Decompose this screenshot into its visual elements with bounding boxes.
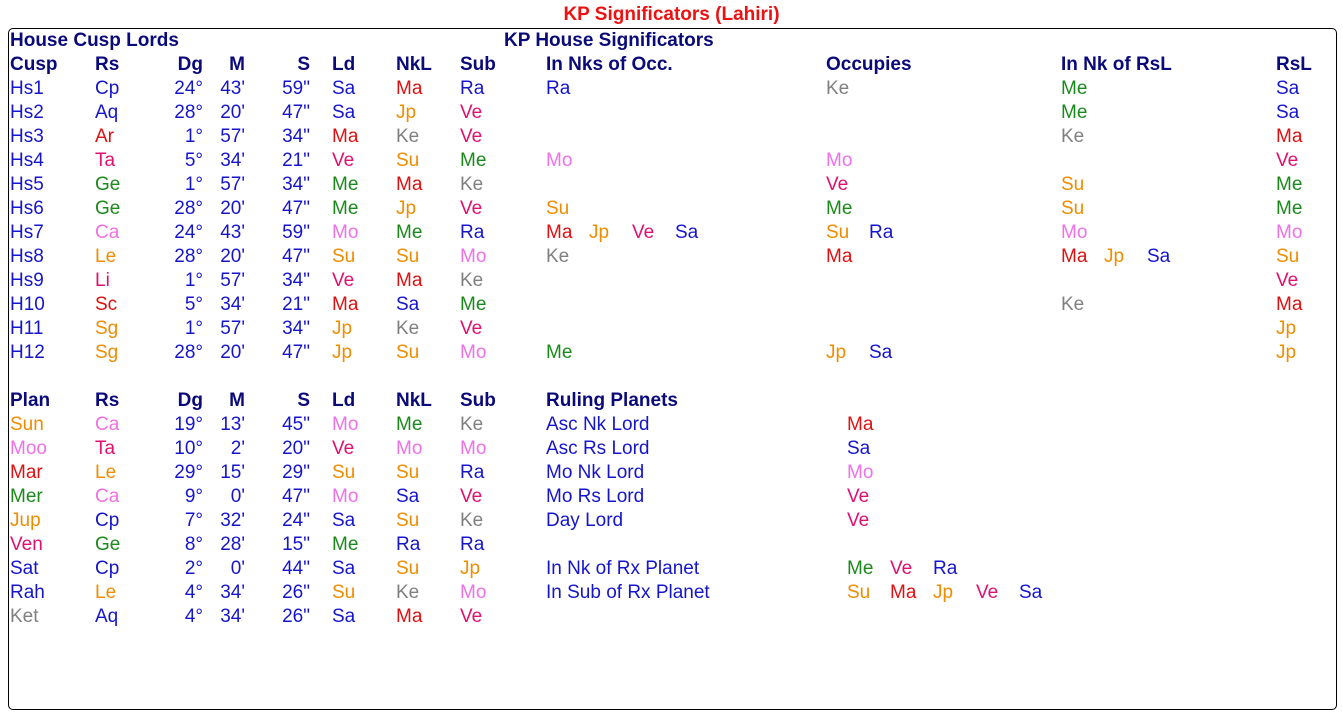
cusp-rasi: Ge: [95, 198, 121, 219]
significator-in-nk-of-rsl: Ma: [1061, 246, 1088, 267]
cusp-minute: 57': [220, 318, 245, 339]
col-header-ld: Ld: [332, 54, 356, 75]
cusp-name: Hs4: [10, 150, 44, 171]
significator-occupies: Su: [826, 222, 850, 243]
cusp-second: 34": [282, 174, 310, 195]
significator-occupies: Sa: [869, 342, 893, 363]
significator-rsl: Ve: [1276, 270, 1299, 291]
significator-in-nk-of-rsl: Su: [1061, 198, 1085, 219]
significator-rsl: Ma: [1276, 126, 1303, 147]
planet-sign-lord: Sa: [332, 510, 356, 531]
cusp-rasi: Sc: [95, 294, 118, 315]
cusp-sub-lord: Ve: [460, 198, 483, 219]
cusp-degree: 5°: [184, 150, 203, 171]
significator-in-nks-of-occ: Ra: [546, 78, 571, 99]
significator-in-nk-of-rsl: Sa: [1147, 246, 1171, 267]
planet-sub-lord: Jp: [460, 558, 481, 579]
planet-second: 45": [282, 414, 310, 435]
significator-in-nks-of-occ: Sa: [675, 222, 699, 243]
significator-occupies: Ke: [826, 78, 850, 99]
planet-minute: 28': [220, 534, 245, 555]
significator-in-nk-of-rsl: Jp: [1104, 246, 1125, 267]
planet-degree: 7°: [184, 510, 203, 531]
col-header-m: M: [229, 390, 245, 411]
cusp-degree: 28°: [174, 102, 203, 123]
cusp-sign-lord: Sa: [332, 102, 356, 123]
planet-second: 44": [282, 558, 310, 579]
cusp-sign-lord: Jp: [332, 342, 353, 363]
planet-name: Ven: [10, 534, 43, 555]
planet-name: Sun: [10, 414, 44, 435]
cusp-degree: 28°: [174, 246, 203, 267]
significator-in-nks-of-occ: Me: [546, 342, 573, 363]
cusp-sign-lord: Jp: [332, 318, 353, 339]
planet-degree: 29°: [174, 462, 203, 483]
planet-nakshatra-lord: Me: [396, 414, 423, 435]
cusp-second: 47": [282, 198, 310, 219]
window-title: KP Significators (Lahiri): [563, 4, 780, 25]
col-header-cusp: Cusp: [10, 54, 58, 75]
cusp-nakshatra-lord: Ma: [396, 270, 423, 291]
cusp-nakshatra-lord: Su: [396, 342, 420, 363]
col-header-in-nk-of-rsl: In Nk of RsL: [1061, 54, 1172, 75]
planet-sign-lord: Mo: [332, 414, 359, 435]
planet-rasi: Cp: [95, 510, 120, 531]
planet-name: Moo: [10, 438, 47, 459]
planet-sub-lord: Ke: [460, 414, 484, 435]
planet-rasi: Ge: [95, 534, 121, 555]
cusp-rasi: Le: [95, 246, 117, 267]
planet-minute: 34': [220, 582, 245, 603]
planet-nakshatra-lord: Su: [396, 462, 420, 483]
col-header-dg: Dg: [177, 390, 203, 411]
cusp-sign-lord: Sa: [332, 78, 356, 99]
col-header-rs: Rs: [95, 54, 120, 75]
ruling-planet-value: Ma: [847, 414, 874, 435]
cusp-nakshatra-lord: Jp: [396, 102, 417, 123]
significator-rsl: Me: [1276, 198, 1303, 219]
cusp-degree: 24°: [174, 222, 203, 243]
cusp-sub-lord: Ve: [460, 102, 483, 123]
planet-minute: 15': [220, 462, 245, 483]
cusp-sign-lord: Me: [332, 174, 359, 195]
planet-sign-lord: Sa: [332, 606, 356, 627]
cusp-nakshatra-lord: Ma: [396, 78, 423, 99]
cusp-second: 47": [282, 102, 310, 123]
planet-sub-lord: Ve: [460, 606, 483, 627]
rx-planet-value: Sa: [1019, 582, 1043, 603]
cusp-nakshatra-lord: Ma: [396, 174, 423, 195]
planet-degree: 10°: [174, 438, 203, 459]
cusp-nakshatra-lord: Ke: [396, 126, 420, 147]
significator-occupies: Me: [826, 198, 853, 219]
cusp-degree: 5°: [184, 294, 203, 315]
significator-in-nks-of-occ: Su: [546, 198, 570, 219]
significator-occupies: Ra: [869, 222, 894, 243]
planet-minute: 0': [230, 558, 245, 579]
ruling-planet-value: Ve: [847, 510, 870, 531]
cusp-nakshatra-lord: Me: [396, 222, 423, 243]
col-header-in-nks-of-occ: In Nks of Occ.: [546, 54, 673, 75]
planet-second: 20": [282, 438, 310, 459]
cusp-minute: 43': [220, 78, 245, 99]
significator-in-nk-of-rsl: Ke: [1061, 294, 1085, 315]
planet-degree: 19°: [174, 414, 203, 435]
planet-name: Jup: [10, 510, 41, 531]
cusp-name: Hs1: [10, 78, 44, 99]
planet-nakshatra-lord: Mo: [396, 438, 423, 459]
cusp-degree: 1°: [184, 126, 203, 147]
cusp-name: Hs7: [10, 222, 44, 243]
planet-sub-lord: Ve: [460, 486, 483, 507]
significator-in-nks-of-occ: Ke: [546, 246, 570, 267]
significator-in-nk-of-rsl: Mo: [1061, 222, 1088, 243]
cusp-sub-lord: Ke: [460, 270, 484, 291]
planet-name: Mar: [10, 462, 43, 483]
cusp-name: H10: [10, 294, 45, 315]
col-header-dg: Dg: [177, 54, 203, 75]
ruling-planet-value: Ve: [847, 486, 870, 507]
planet-sign-lord: Ve: [332, 438, 355, 459]
planet-name: Rah: [10, 582, 45, 603]
significator-occupies: Mo: [826, 150, 853, 171]
section-kp-house-significators: KP House Significators: [504, 30, 714, 51]
planet-rasi: Cp: [95, 558, 120, 579]
cusp-name: Hs8: [10, 246, 44, 267]
planet-second: 26": [282, 582, 310, 603]
ruling-planet-label: Asc Nk Lord: [546, 414, 650, 435]
planet-sub-lord: Ra: [460, 462, 485, 483]
cusp-second: 21": [282, 150, 310, 171]
rx-planet-value: Su: [847, 582, 871, 603]
cusp-sub-lord: Mo: [460, 246, 487, 267]
col-header-ld: Ld: [332, 390, 356, 411]
planet-second: 29": [282, 462, 310, 483]
planet-minute: 2': [230, 438, 245, 459]
col-header-rsl: RsL: [1276, 54, 1312, 75]
significators-panel: [8, 28, 1337, 710]
significator-in-nk-of-rsl: Me: [1061, 78, 1088, 99]
col-header-nkl: NkL: [396, 54, 432, 75]
col-header-m: M: [229, 54, 245, 75]
cusp-name: H11: [10, 318, 44, 339]
cusp-second: 47": [282, 246, 310, 267]
cusp-rasi: Ge: [95, 174, 121, 195]
rx-planet-label: In Sub of Rx Planet: [546, 582, 710, 603]
cusp-minute: 20': [220, 246, 245, 267]
planet-sub-lord: Mo: [460, 438, 487, 459]
cusp-sub-lord: Me: [460, 294, 487, 315]
cusp-rasi: Li: [95, 270, 110, 291]
planet-sign-lord: Mo: [332, 486, 359, 507]
cusp-nakshatra-lord: Su: [396, 246, 420, 267]
cusp-second: 34": [282, 318, 310, 339]
ruling-planet-value: Mo: [847, 462, 874, 483]
cusp-second: 21": [282, 294, 310, 315]
planet-degree: 4°: [184, 606, 203, 627]
planet-nakshatra-lord: Ra: [396, 534, 421, 555]
cusp-second: 59": [282, 222, 310, 243]
cusp-rasi: Sg: [95, 342, 119, 363]
col-header-s: S: [297, 54, 310, 75]
cusp-sign-lord: Me: [332, 198, 359, 219]
significator-rsl: Mo: [1276, 222, 1303, 243]
significator-rsl: Jp: [1276, 318, 1297, 339]
cusp-sub-lord: Ve: [460, 318, 483, 339]
cusp-sub-lord: Me: [460, 150, 487, 171]
cusp-sign-lord: Su: [332, 246, 356, 267]
col-header-occupies: Occupies: [826, 54, 912, 75]
planet-sub-lord: Mo: [460, 582, 487, 603]
cusp-minute: 34': [220, 150, 245, 171]
significator-rsl: Jp: [1276, 342, 1297, 363]
cusp-rasi: Aq: [95, 102, 119, 123]
cusp-sign-lord: Ma: [332, 294, 359, 315]
significator-in-nks-of-occ: Jp: [589, 222, 610, 243]
cusp-name: Hs9: [10, 270, 44, 291]
cusp-minute: 34': [220, 294, 245, 315]
cusp-second: 47": [282, 342, 310, 363]
planet-second: 26": [282, 606, 310, 627]
cusp-degree: 1°: [184, 174, 203, 195]
planet-rasi: Le: [95, 462, 117, 483]
col-header-s: S: [297, 390, 310, 411]
cusp-minute: 57': [220, 126, 245, 147]
planet-sub-lord: Ke: [460, 510, 484, 531]
cusp-minute: 57': [220, 174, 245, 195]
planet-degree: 4°: [184, 582, 203, 603]
cusp-sub-lord: Ra: [460, 222, 485, 243]
col-header-sub: Sub: [460, 54, 496, 75]
rx-planet-value: Ra: [933, 558, 958, 579]
significator-rsl: Ve: [1276, 150, 1299, 171]
planet-rasi: Ca: [95, 414, 120, 435]
rx-planet-value: Jp: [933, 582, 954, 603]
planet-rasi: Le: [95, 582, 117, 603]
planet-nakshatra-lord: Ma: [396, 606, 423, 627]
col-header-nkl: NkL: [396, 390, 432, 411]
planet-rasi: Aq: [95, 606, 119, 627]
cusp-minute: 43': [220, 222, 245, 243]
cusp-name: Hs2: [10, 102, 44, 123]
cusp-minute: 20': [220, 342, 245, 363]
cusp-second: 34": [282, 270, 310, 291]
planet-degree: 9°: [184, 486, 203, 507]
planet-nakshatra-lord: Su: [396, 510, 420, 531]
cusp-sign-lord: Mo: [332, 222, 359, 243]
significator-in-nk-of-rsl: Su: [1061, 174, 1085, 195]
rx-planet-value: Ve: [890, 558, 913, 579]
cusp-rasi: Ca: [95, 222, 120, 243]
significator-occupies: Ve: [826, 174, 849, 195]
ruling-planet-label: Day Lord: [546, 510, 624, 531]
cusp-sign-lord: Ve: [332, 270, 355, 291]
planet-sign-lord: Su: [332, 582, 356, 603]
planet-degree: 8°: [184, 534, 203, 555]
significator-in-nks-of-occ: Ve: [632, 222, 655, 243]
rx-planet-value: Ve: [976, 582, 999, 603]
planet-sign-lord: Sa: [332, 558, 356, 579]
cusp-degree: 28°: [174, 198, 203, 219]
cusp-nakshatra-lord: Ke: [396, 318, 420, 339]
cusp-degree: 1°: [184, 318, 203, 339]
cusp-sub-lord: Mo: [460, 342, 487, 363]
planet-sign-lord: Me: [332, 534, 359, 555]
cusp-nakshatra-lord: Sa: [396, 294, 420, 315]
cusp-sign-lord: Ve: [332, 150, 355, 171]
planet-sub-lord: Ra: [460, 534, 485, 555]
planet-minute: 32': [220, 510, 245, 531]
planet-name: Ket: [10, 606, 39, 627]
cusp-rasi: Ar: [95, 126, 114, 147]
significator-in-nks-of-occ: Mo: [546, 150, 573, 171]
significator-occupies: Jp: [826, 342, 847, 363]
planet-rasi: Ca: [95, 486, 120, 507]
cusp-name: H12: [10, 342, 45, 363]
cusp-nakshatra-lord: Su: [396, 150, 420, 171]
cusp-second: 59": [282, 78, 310, 99]
cusp-rasi: Cp: [95, 78, 120, 99]
section-ruling-planets: Ruling Planets: [546, 390, 678, 411]
significator-rsl: Me: [1276, 174, 1303, 195]
planet-name: Sat: [10, 558, 39, 579]
col-header-plan: Plan: [10, 390, 51, 411]
significator-rsl: Sa: [1276, 102, 1300, 123]
rx-planet-value: Ma: [890, 582, 917, 603]
ruling-planet-label: Mo Rs Lord: [546, 486, 645, 507]
significator-in-nk-of-rsl: Ke: [1061, 126, 1085, 147]
planet-minute: 34': [220, 606, 245, 627]
cusp-nakshatra-lord: Jp: [396, 198, 417, 219]
planet-nakshatra-lord: Su: [396, 558, 420, 579]
planet-nakshatra-lord: Sa: [396, 486, 420, 507]
planet-sign-lord: Su: [332, 462, 356, 483]
cusp-sub-lord: Ve: [460, 126, 483, 147]
planet-minute: 0': [230, 486, 245, 507]
significator-rsl: Su: [1276, 246, 1300, 267]
cusp-second: 34": [282, 126, 310, 147]
rx-planet-label: In Nk of Rx Planet: [546, 558, 700, 579]
planet-nakshatra-lord: Ke: [396, 582, 420, 603]
planet-minute: 13': [220, 414, 245, 435]
section-house-cusp-lords: House Cusp Lords: [10, 30, 179, 51]
planet-second: 24": [282, 510, 310, 531]
cusp-minute: 57': [220, 270, 245, 291]
col-header-rs: Rs: [95, 390, 120, 411]
ruling-planet-label: Mo Nk Lord: [546, 462, 645, 483]
col-header-sub: Sub: [460, 390, 496, 411]
significator-occupies: Ma: [826, 246, 853, 267]
ruling-planet-value: Sa: [847, 438, 871, 459]
planet-second: 47": [282, 486, 310, 507]
cusp-name: Hs3: [10, 126, 44, 147]
planet-name: Mer: [10, 486, 43, 507]
ruling-planet-label: Asc Rs Lord: [546, 438, 650, 459]
planet-degree: 2°: [184, 558, 203, 579]
cusp-name: Hs6: [10, 198, 44, 219]
rx-planet-value: Me: [847, 558, 874, 579]
cusp-sub-lord: Ra: [460, 78, 485, 99]
cusp-degree: 28°: [174, 342, 203, 363]
cusp-minute: 20': [220, 198, 245, 219]
cusp-degree: 24°: [174, 78, 203, 99]
significator-rsl: Ma: [1276, 294, 1303, 315]
planet-rasi: Ta: [95, 438, 116, 459]
cusp-rasi: Sg: [95, 318, 119, 339]
cusp-sign-lord: Ma: [332, 126, 359, 147]
cusp-degree: 1°: [184, 270, 203, 291]
planet-second: 15": [282, 534, 310, 555]
significator-in-nks-of-occ: Ma: [546, 222, 573, 243]
significator-rsl: Sa: [1276, 78, 1300, 99]
cusp-rasi: Ta: [95, 150, 116, 171]
cusp-minute: 20': [220, 102, 245, 123]
cusp-name: Hs5: [10, 174, 44, 195]
significator-in-nk-of-rsl: Me: [1061, 102, 1088, 123]
cusp-sub-lord: Ke: [460, 174, 484, 195]
